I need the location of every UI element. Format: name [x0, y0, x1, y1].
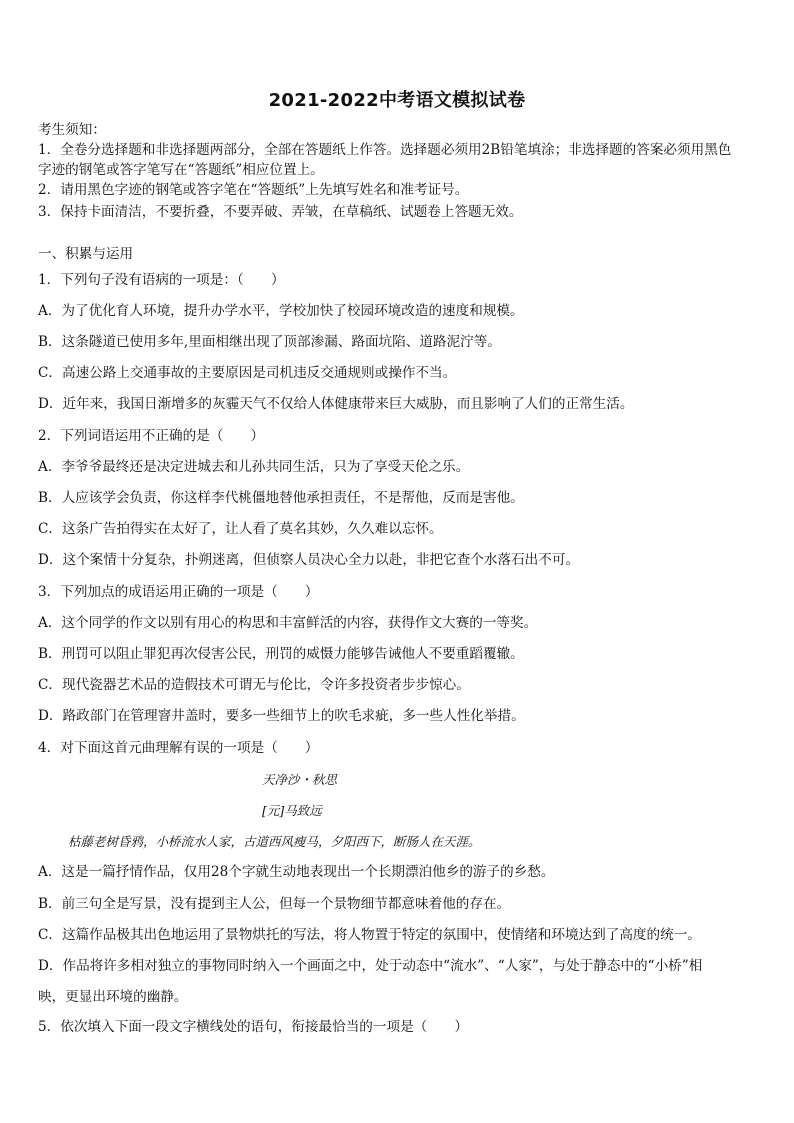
- q4-option-c: C．这篇作品极其出色地运用了景物烘托的写法，将人物置于特定的氛围中，使情绪和环境达到了高度的统一。: [38, 927, 701, 943]
- q3-option-a: A．这个同学的作文以别有用心的构思和丰富鲜活的内容，获得作文大赛的一等奖。: [38, 615, 538, 631]
- poem-title: 天净沙・秋思: [262, 772, 338, 787]
- q4-option-a: A．这是一篇抒情作品，仅用28个字就生动地表现出一个长期漂泊他乡的游子的乡愁。: [38, 864, 555, 880]
- q4-option-d: D．作品将许多相对独立的事物同时纳入一个画面之中，处于动态中“流水”、“人家”，与处于静态中的“小桥”相: [38, 958, 703, 974]
- q2-option-a: A．李爷爷最终还是决定进城去和儿孙共同生活，只为了享受天伦之乐。: [38, 459, 470, 475]
- q2-option-c: C．这条广告拍得实在太好了，让人看了莫名其妙，久久难以忘怀。: [38, 521, 443, 537]
- q1-stem: 1．下列句子没有语病的一项是：（ ）: [38, 272, 285, 288]
- notice-heading: 考生须知：: [38, 122, 106, 138]
- q1-option-d: D．近年来，我国日渐增多的灰霾天气不仅给人体健康带来巨大威胁，而且影响了人们的正常生活。: [38, 396, 634, 412]
- q4-option-b: B．前三句全是写景，没有提到主人公，但每一个景物细节都意味着他的存在。: [38, 896, 511, 912]
- q1-option-b: B．这条隧道已使用多年,里面相继出现了顶部渗漏、路面坑陷、道路泥泞等。: [38, 334, 501, 350]
- q1-option-a: A．为了优化育人环境，提升办学水平，学校加快了校园环境改造的速度和规模。: [38, 303, 524, 319]
- q2-stem: 2．下列词语运用不正确的是（ ）: [38, 428, 265, 444]
- notice-item-1-cont: 字迹的钢笔或答字笔写在“答题纸”相应位置上。: [38, 162, 324, 178]
- q1-option-c: C．高速公路上交通事故的主要原因是司机违反交通规则或操作不当。: [38, 365, 457, 381]
- notice-item-1: 1．全卷分选择题和非选择题两部分，全部在答题纸上作答。选择题必须用2B铅笔填涂；非选择题的答案必须用黑色: [38, 142, 732, 158]
- q3-option-d: D．路政部门在管理窨井盖时，要多一些细节上的吹毛求疵，多一些人性化举措。: [38, 708, 525, 724]
- poem-text: 枯藤老树昏鸦，小桥流水人家，古道西风瘦马，夕阳西下，断肠人在天涯。: [68, 834, 481, 849]
- q3-option-b: B．刑罚可以阻止罪犯再次侵害公民，刑罚的威慑力能够告诫他人不要重蹈覆辙。: [38, 646, 524, 662]
- q3-stem: 3．下列加点的成语运用正确的一项是（ ）: [38, 584, 319, 600]
- notice-item-3: 3．保持卡面清洁，不要折叠，不要弄破、弄皱，在草稿纸、试题卷上答题无效。: [38, 204, 523, 220]
- q4-option-d-cont: 映，更显出环境的幽静。: [38, 989, 188, 1005]
- section-heading: 一、积累与运用: [38, 246, 134, 262]
- page-title: 2021-2022中考语文模拟试卷: [268, 90, 526, 111]
- q3-option-c: C．现代瓷器艺术品的造假技术可谓无与伦比，令许多投资者步步惊心。: [38, 677, 470, 693]
- q2-option-b: B．人应该学会负责，你这样李代桃僵地替他承担责任，不是帮他，反而是害他。: [38, 490, 524, 506]
- notice-item-2: 2．请用黑色字迹的钢笔或答字笔在“答题纸”上先填写姓名和准考证号。: [38, 182, 469, 198]
- poem-author: [元]马致远: [262, 803, 322, 818]
- q4-stem: 4．对下面这首元曲理解有误的一项是（ ）: [38, 740, 319, 756]
- q5-stem: 5．依次填入下面一段文字横线处的语句，衔接最恰当的一项是（ ）: [38, 1019, 469, 1035]
- q2-option-d: D．这个案情十分复杂，扑朔迷离，但侦察人员决心全力以赴，非把它查个水落石出不可。: [38, 552, 580, 568]
